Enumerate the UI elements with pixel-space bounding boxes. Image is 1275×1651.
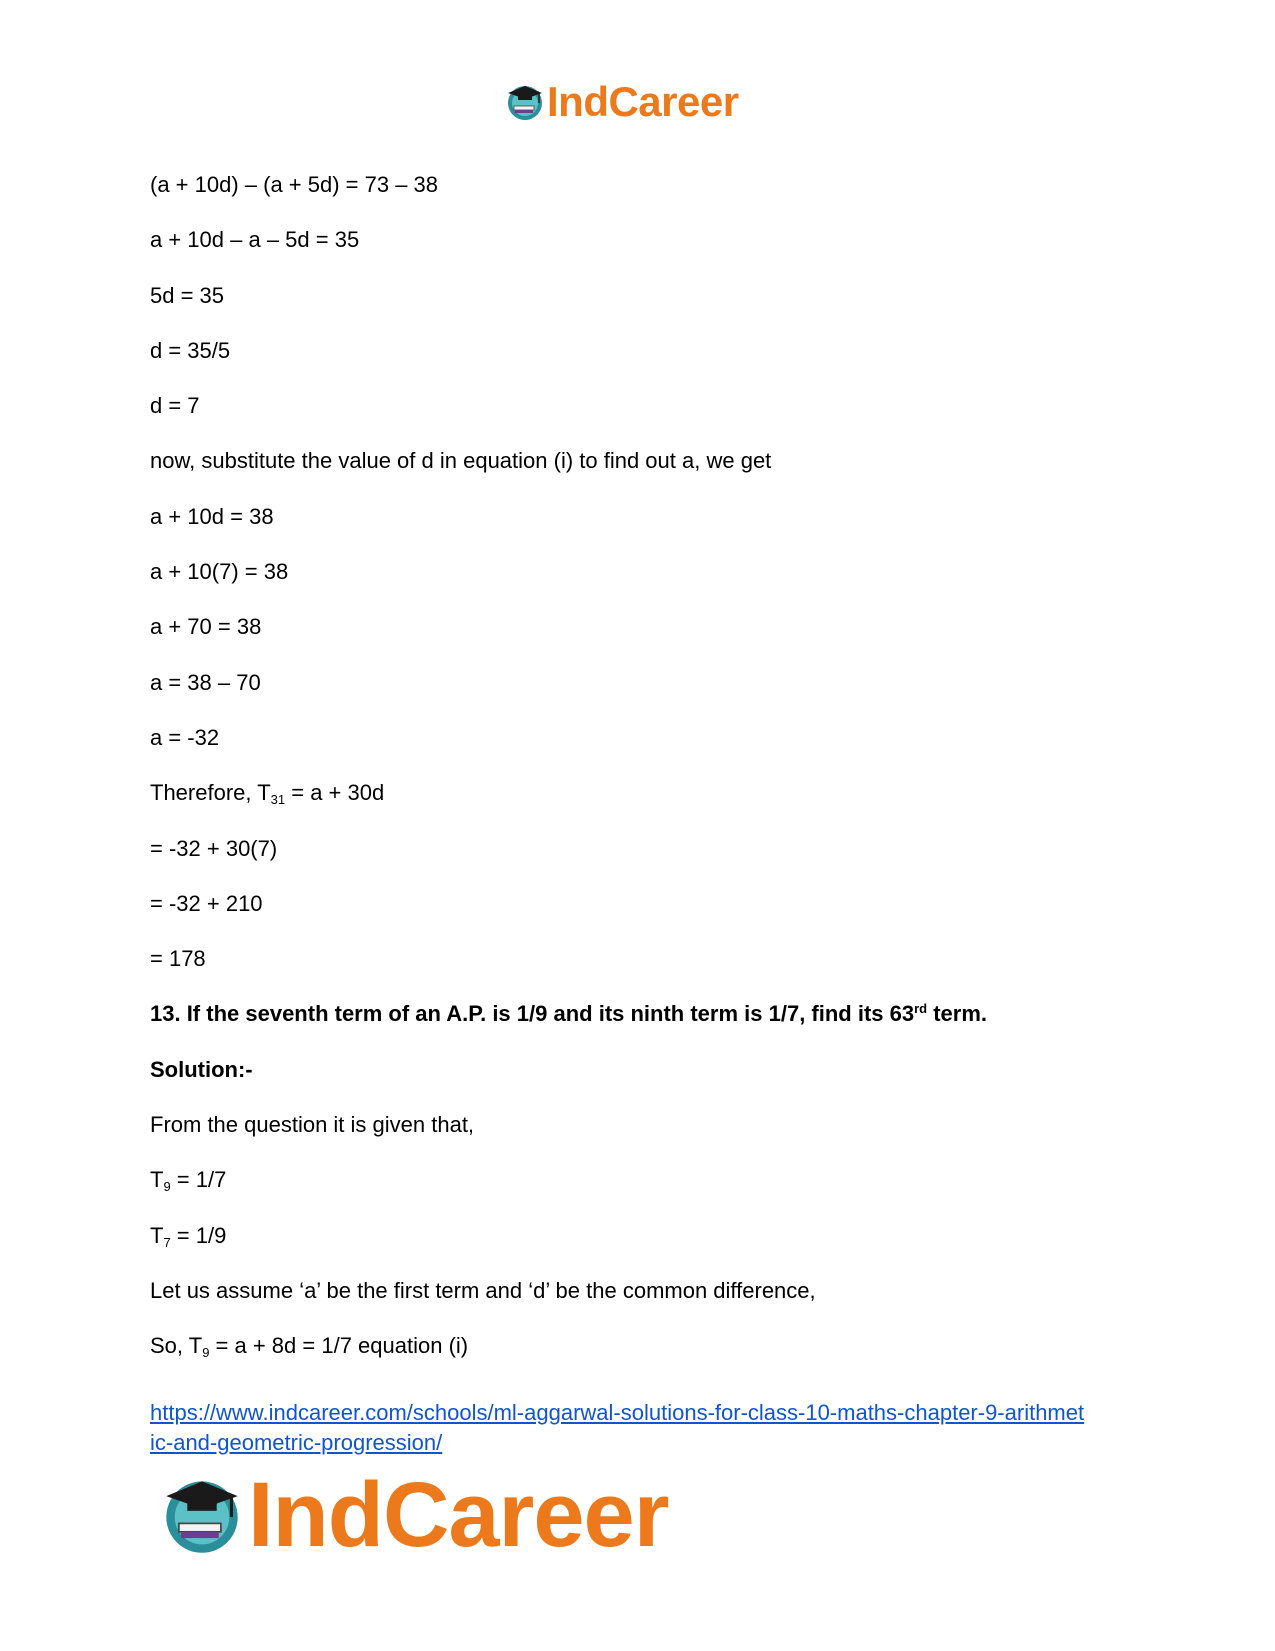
equation-line: = -32 + 210 [150, 890, 263, 916]
source-link[interactable] [150, 1398, 1150, 1458]
source-link-line-1[interactable]: https://www.indcareer.com/schools/ml-aggarwal-solutions-for-class-10-maths-chapter-9-arithmet [150, 1400, 1085, 1425]
t7-subscript: 7 [163, 1234, 171, 1250]
logo-wordmark: IndCareer [547, 78, 739, 125]
t31-subscript: 31 [270, 792, 286, 808]
header-logo [505, 80, 739, 124]
text-line: now, substitute the value of d in equation (i) to find out a, we get [150, 448, 772, 474]
equation-line: a + 10d – a – 5d = 35 [150, 227, 360, 253]
graduation-globe-icon [505, 82, 545, 122]
eq-i-prefix: So, T [150, 1333, 203, 1359]
equation-line: 5d = 35 [150, 282, 225, 308]
document-body [150, 172, 1150, 1389]
graduation-globe-icon [160, 1473, 244, 1557]
t31-prefix: Therefore, T [150, 780, 271, 806]
equation-line: (a + 10d) – (a + 5d) = 73 – 38 [150, 172, 439, 197]
t9-subscript: 9 [163, 1179, 171, 1195]
equation-line: a + 70 = 38 [150, 614, 262, 640]
t7-prefix: T [150, 1222, 164, 1248]
equation-line: d = 7 [150, 393, 200, 419]
eq-i-suffix: = a + 8d = 1/7 equation (i) [209, 1333, 469, 1359]
equation-i-line [150, 1333, 1150, 1359]
solution-label: Solution:- [150, 1056, 253, 1082]
text-line: Let us assume ‘a’ be the first term and ‘d’ be the common difference, [150, 1277, 816, 1303]
equation-line: d = 35/5 [150, 337, 231, 363]
t7-line [150, 1223, 1150, 1249]
question-end: term. [927, 1001, 988, 1027]
equation-line: a = 38 – 70 [150, 669, 261, 695]
t9-prefix: T [150, 1167, 164, 1193]
logo-wordmark: IndCareer [248, 1464, 669, 1566]
t31-suffix: = a + 30d [285, 780, 385, 806]
source-link-line-2[interactable]: ic-and-geometric-progression/ [150, 1430, 443, 1455]
question-heading [150, 1001, 1150, 1027]
equation-line: = 178 [150, 946, 206, 972]
equation-line: a + 10d = 38 [150, 503, 274, 529]
t31-line [150, 780, 1150, 806]
question-text: 13. If the seventh term of an A.P. is 1/9 and its ninth term is 1/7, find its 63 [150, 1001, 915, 1027]
footer-logo [160, 1464, 669, 1566]
t7-suffix: = 1/9 [170, 1222, 227, 1248]
eq-i-subscript: 9 [202, 1345, 210, 1361]
equation-line: = -32 + 30(7) [150, 835, 278, 861]
t9-suffix: = 1/7 [170, 1167, 227, 1193]
question-superscript: rd [914, 1001, 928, 1017]
text-line: From the question it is given that, [150, 1112, 475, 1138]
equation-line: a + 10(7) = 38 [150, 559, 289, 585]
equation-line: a = -32 [150, 724, 220, 750]
t9-line [150, 1167, 1150, 1193]
